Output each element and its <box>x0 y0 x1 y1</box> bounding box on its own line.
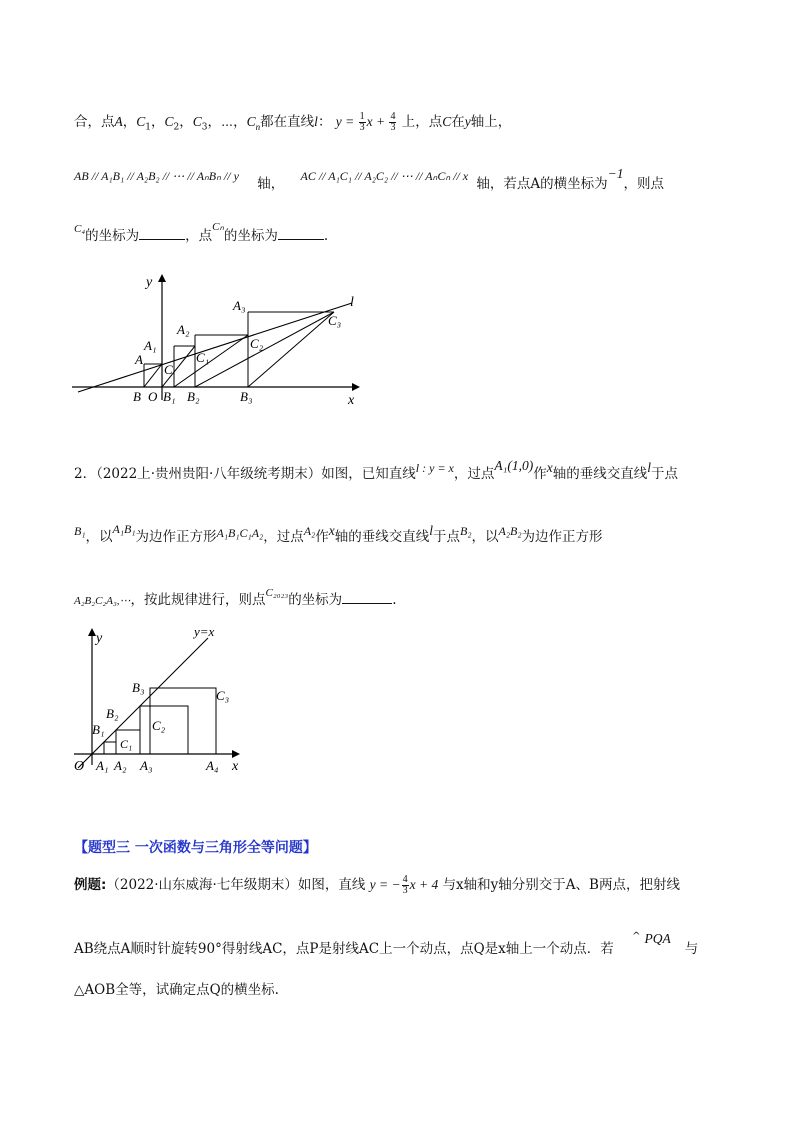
p2-l: l <box>647 460 651 475</box>
p2-x2: x <box>328 523 335 538</box>
p2-equation: l : y = x <box>415 461 454 475</box>
p1-line2 <box>74 164 665 192</box>
p1-coord-text2: 的坐标为 <box>223 228 278 244</box>
example-label: 例题: <box>74 877 107 893</box>
example-line3 <box>74 978 279 998</box>
example-PQA: PQA <box>644 931 671 946</box>
fig2-x-arrow <box>232 750 240 758</box>
p2-t2: 作 <box>533 466 547 482</box>
p2-t1: ，过点 <box>453 466 495 482</box>
p1-line1-pre: 合，点A，$C_1$，$C_2$，$C_3$，⋯，$C_n$都在直线l： <box>74 114 332 133</box>
figure-1 <box>60 270 370 410</box>
p2-l2d: 为边作正方形 <box>135 529 217 545</box>
p2-period: . <box>392 592 397 608</box>
p2-t3: 轴的垂线交直线 <box>552 466 648 482</box>
p1-line-equation: y = $\frac{1}{3}$ x + $\frac{4}{3}$ <box>335 111 396 134</box>
p1-period: . <box>323 228 329 244</box>
p2-line3 <box>74 588 396 608</box>
fig2-label-B3: B₃ <box>132 680 145 695</box>
figure-2 <box>70 620 260 780</box>
p2-l2f: ，过点 <box>263 529 304 545</box>
fig2-square-1 <box>104 742 116 754</box>
fig1-label-A1: A₁ <box>144 338 157 353</box>
fig1-label-A2: A₂ <box>177 322 190 337</box>
fig1-label-x: x <box>348 393 355 408</box>
fig2-label-A2: A₂ <box>114 758 127 773</box>
answer-blank-3[interactable] <box>342 591 392 604</box>
fig1-label-A3: A₃ <box>233 298 246 313</box>
fig2-label-line: y=x <box>194 624 215 639</box>
example-with: 与 <box>684 941 699 957</box>
fig2-label-A3: A₃ <box>140 758 153 773</box>
fig1-label-C1: C₁ <box>196 350 210 365</box>
fig1-label-y: y <box>146 275 153 290</box>
p1-parallel-x: AC // A₁C₁ // A₂C₂ // ⋯ // AₙCₙ // x <box>300 169 469 183</box>
section-heading: 【题型三 一次函数与三角形全等问题】 <box>74 840 317 856</box>
p2-C2023: C₂₀₂₃ <box>265 587 289 599</box>
fig2-label-A1: A₁ <box>96 758 109 773</box>
p2-square2: A₂B₂C₂A₃,⋯ <box>74 595 131 607</box>
fig1-label-C: C <box>164 362 173 377</box>
fig2-label-C3: C₃ <box>216 688 230 703</box>
example-line1 <box>74 873 680 896</box>
p1-line3 <box>74 221 329 244</box>
fig1-label-A: A <box>135 352 143 367</box>
fig2-label-O: O <box>74 759 85 774</box>
p2-line2 <box>74 522 603 545</box>
fig2-label-C2: C₂ <box>152 718 166 733</box>
example-text-a: （2022·山东威海·七年级期末）如图，直线 <box>106 877 366 893</box>
p1-line1 <box>74 110 511 133</box>
p1-parallel-y: AB // A₁B₁ // A₂B₂ // ⋯ // AₙBₙ // y <box>74 169 239 183</box>
fig2-label-C1: C₁ <box>120 737 133 751</box>
fig2-label-B2: B₂ <box>106 706 119 721</box>
fig1-label-l: l <box>350 295 354 310</box>
p2-square1: A₁B₁C₁A₂ <box>216 526 264 540</box>
p2-source: （2022上·贵州贵阳·八年级统考期末）如图，已知直线 <box>96 466 416 482</box>
p2-A1B1: A₁B₁ <box>112 522 136 536</box>
p2-number: 2． <box>74 466 97 482</box>
fig1-label-B2: B₂ <box>187 389 200 404</box>
p2-l2j: 轴的垂线交直线 <box>334 529 430 545</box>
fig1-label-B3: B₃ <box>240 389 253 404</box>
fig1-x-arrow <box>352 383 360 391</box>
fig1-label-B: B <box>133 389 141 404</box>
p1-axis-y-word: 轴， <box>257 176 285 192</box>
fig1-line-l <box>78 303 352 392</box>
fig1-label-C2: C₂ <box>250 336 264 351</box>
fig1-y-arrow <box>158 274 166 282</box>
p2-l2l: 于点 <box>433 529 460 545</box>
fig2-label-y: y <box>96 631 103 646</box>
example-text-b: 与x轴和y轴分别交于A、B两点，把射线 <box>442 877 680 893</box>
fig2-label-B1: B₁ <box>92 722 105 737</box>
example-text-c: AB绕点A顺时针旋转90°得射线AC，点P是射线AC上一个动点，点Q是x轴上一个动点．若 <box>74 941 614 957</box>
fig1-label-B1: B₁ <box>163 389 176 404</box>
p2-l2n: ，以 <box>471 529 499 545</box>
p2-A2: A₂ <box>303 524 316 538</box>
fig1-diag-3 <box>195 312 334 387</box>
fig1-label-C3: C₃ <box>328 313 342 328</box>
p1-axis-x-word: 轴，若点A的横坐标为 <box>476 176 608 192</box>
fig1-diag-2 <box>174 335 248 387</box>
p2-point-A1: A₁(1,0) <box>494 458 534 473</box>
p2-l3b: ，按此规律进行，则点 <box>130 592 266 608</box>
p2-x: x <box>546 460 553 475</box>
p1-dot-text: ，点 <box>185 228 213 244</box>
fig2-label-A4: A₄ <box>206 758 219 773</box>
fig2-y-arrow <box>88 628 96 636</box>
answer-blank-1[interactable] <box>139 227 185 240</box>
p2-l2p: 为边作正方形 <box>521 529 603 545</box>
p2-B1: B₁ <box>74 524 86 538</box>
example-line2 <box>74 931 699 957</box>
p1-neg-one: −1 <box>607 166 624 181</box>
p2-A2B2: A₂B₂ <box>498 524 522 538</box>
triangle-hat: ^ <box>632 931 641 942</box>
p2-l3d: 的坐标为 <box>288 592 343 608</box>
fig2-label-x: x <box>232 759 239 774</box>
p1-then: ，则点 <box>623 176 665 192</box>
answer-blank-2[interactable] <box>278 227 324 240</box>
p2-line1 <box>74 458 678 482</box>
p1-cn: Cₙ <box>212 221 224 233</box>
p2-l2h: 作 <box>315 529 329 545</box>
p1-coord-text1: 的坐标为 <box>85 228 140 244</box>
p2-l2b: ，以 <box>85 529 113 545</box>
p1-c4: C₄ <box>74 223 86 235</box>
p2-t4: 于点 <box>650 466 678 482</box>
p2-B2: B₂ <box>460 524 472 538</box>
p1-line1-post: 上，点C在y轴上， <box>401 114 512 130</box>
example-equation: y = − $\frac{4}{3}$ x + 4 <box>369 874 439 897</box>
p2-l2: l <box>429 523 433 538</box>
example-text-d: △AOB全等，试确定点Q的横坐标. <box>74 982 279 998</box>
fig1-label-O: O <box>148 389 158 404</box>
